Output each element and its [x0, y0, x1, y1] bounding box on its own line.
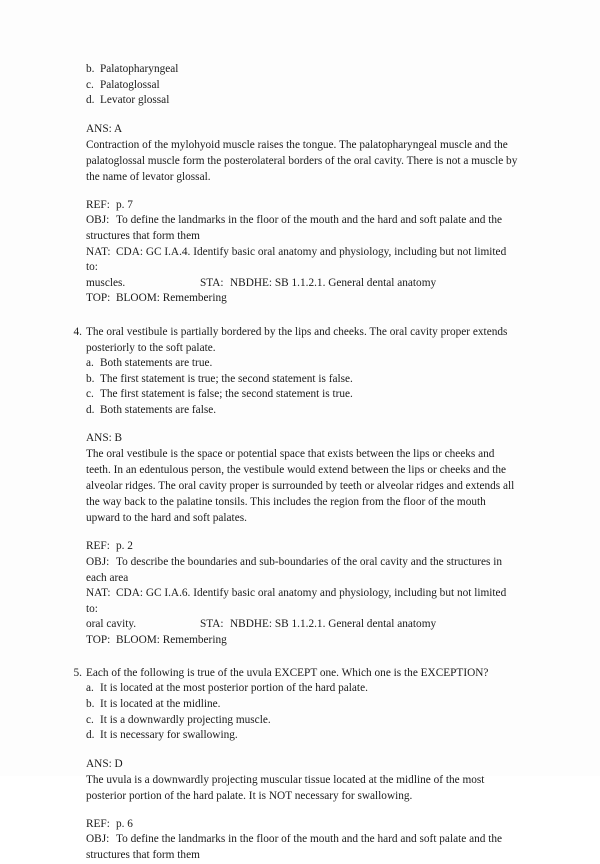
option-text: Both statements are false.: [100, 403, 217, 416]
option-letter: c.: [86, 388, 94, 401]
metadata-ref-key: REF:: [86, 817, 110, 830]
metadata-top-value: BLOOM: Remembering: [116, 633, 227, 646]
metadata-ref-key: REF:: [86, 540, 110, 553]
option-letter: a.: [86, 682, 94, 695]
metadata-ref-key: REF:: [86, 198, 110, 211]
option-text: Levator glossal: [100, 94, 170, 107]
question-text: The oral vestibule is partially bordered by the lips and cheeks. The oral cavity proper extends posteriorly to the soft palate.: [86, 325, 508, 354]
metadata-block-question-4: [68, 539, 520, 648]
option-item[interactable]: [68, 728, 520, 744]
option-letter: b.: [86, 372, 95, 385]
metadata-nat-value: CDA: GC I.A.4. Identify basic oral anatomy and physiology, including but not limited to:: [86, 245, 507, 274]
option-item[interactable]: [68, 713, 520, 729]
metadata-obj-value: To define the landmarks in the floor of the mouth and the hard and soft palate and the structures that form them: [86, 833, 503, 862]
option-text: It is located at the most posterior portion of the hard palate.: [100, 682, 368, 695]
metadata-ref-value: p. 6: [116, 817, 133, 830]
option-item[interactable]: [68, 403, 520, 419]
question-text: Each of the following is true of the uvula EXCEPT one. Which one is the EXCEPTION?: [86, 667, 489, 680]
question-number: 5.: [73, 667, 82, 680]
metadata-top-row: [86, 633, 520, 649]
metadata-sta-row: [86, 276, 520, 292]
metadata-top-key: TOP:: [86, 292, 111, 305]
option-list-question-3: [68, 62, 520, 109]
metadata-sta-key: STA:: [200, 618, 224, 631]
metadata-nat-key: NAT:: [86, 245, 111, 258]
option-text: The first statement is false; the second statement is true.: [100, 388, 353, 401]
option-item[interactable]: [68, 62, 520, 78]
metadata-nat-continuation: muscles.: [86, 276, 126, 289]
metadata-ref-value: p. 2: [116, 540, 133, 553]
option-letter: b.: [86, 698, 95, 711]
answer-block-question-5: [68, 756, 520, 804]
option-letter: c.: [86, 78, 94, 91]
option-item[interactable]: [68, 93, 520, 109]
question-4: [68, 324, 520, 356]
option-item[interactable]: [68, 681, 520, 697]
option-item[interactable]: [68, 372, 520, 388]
spacer: [68, 307, 520, 324]
metadata-obj-key: OBJ:: [86, 833, 110, 846]
option-text: It is necessary for swallowing.: [100, 729, 238, 742]
metadata-obj-key: OBJ:: [86, 214, 110, 227]
option-text: Both statements are true.: [100, 356, 213, 369]
metadata-ref-row: [86, 817, 520, 833]
metadata-nat-row: [86, 245, 520, 276]
option-text: Palatoglossal: [100, 78, 160, 91]
option-item[interactable]: [68, 387, 520, 403]
metadata-obj-row: [86, 213, 520, 244]
metadata-obj-row: [86, 555, 520, 586]
metadata-sta-value: NBDHE: SB 1.1.2.1. General dental anatomy: [230, 276, 437, 289]
metadata-ref-value: p. 7: [116, 198, 133, 211]
answer-label: ANS: A: [86, 122, 123, 135]
metadata-top-row: [86, 291, 520, 307]
option-letter: c.: [86, 713, 94, 726]
metadata-nat-value: CDA: GC I.A.6. Identify basic oral anatomy and physiology, including but not limited to:: [86, 587, 507, 615]
metadata-ref-row: [86, 198, 520, 214]
metadata-nat-continuation: oral cavity.: [86, 618, 137, 631]
answer-block-question-3: [68, 121, 520, 185]
question-5: [68, 665, 520, 681]
metadata-block-question-5: [68, 817, 520, 864]
option-text: It is a downwardly projecting muscle.: [100, 713, 271, 726]
spacer: [68, 648, 520, 665]
option-text: The first statement is true; the second statement is false.: [100, 372, 353, 385]
option-letter: d.: [86, 729, 95, 742]
option-item[interactable]: [68, 78, 520, 94]
metadata-nat-row: [86, 586, 520, 617]
option-text: Palatopharyngeal: [100, 63, 179, 75]
answer-label: ANS: B: [86, 432, 123, 445]
option-list-question-4: [68, 356, 520, 418]
option-letter: b.: [86, 63, 95, 75]
metadata-obj-value: To define the landmarks in the floor of the mouth and the hard and soft palate and the structures that form them: [86, 214, 503, 242]
metadata-obj-row: [86, 832, 520, 863]
option-letter: a.: [86, 356, 94, 369]
answer-block-question-4: [68, 430, 520, 526]
option-item[interactable]: [68, 356, 520, 372]
metadata-sta-key: STA:: [200, 276, 224, 289]
metadata-obj-key: OBJ:: [86, 555, 110, 568]
option-letter: d.: [86, 403, 95, 416]
answer-rationale: The uvula is a downwardly projecting muscular tissue located at the midline of the most posterior portion of the hard palate. It is NOT necessary for swallowing.: [86, 773, 485, 802]
option-letter: d.: [86, 94, 95, 107]
metadata-obj-value: To describe the boundaries and sub-boundaries of the oral cavity and the structures in each area: [86, 555, 503, 584]
option-text: It is located at the midline.: [100, 698, 221, 711]
answer-label: ANS: D: [86, 757, 123, 770]
answer-rationale: The oral vestibule is the space or potential space that exists between the lips or cheeks and teeth. In an edentulous person, the vestibule would extend between the lips or cheeks and the alveolar ridges. The oral cavity proper is surrounded by teeth or alveolar ridges and extends all the way back to the palatine tonsils. This includes the region from the floor of the mouth upward to the hard and soft palates.: [86, 448, 515, 525]
metadata-sta-value: NBDHE: SB 1.1.2.1. General dental anatomy: [230, 618, 437, 631]
option-item[interactable]: [68, 697, 520, 713]
metadata-nat-key: NAT:: [86, 587, 111, 600]
question-number: 4.: [73, 325, 82, 338]
answer-rationale: Contraction of the mylohyoid muscle raises the tongue. The palatopharyngeal muscle and the palatoglossal muscle form the posterolateral borders of the oral cavity. There is not a muscle by the name of levator glossal.: [86, 138, 518, 183]
page-content: [68, 62, 520, 864]
metadata-ref-row: [86, 539, 520, 555]
option-list-question-5: [68, 681, 520, 743]
metadata-block-question-3: [68, 198, 520, 307]
metadata-top-key: TOP:: [86, 633, 111, 646]
metadata-sta-row: [86, 617, 520, 633]
metadata-top-value: BLOOM: Remembering: [116, 292, 227, 305]
